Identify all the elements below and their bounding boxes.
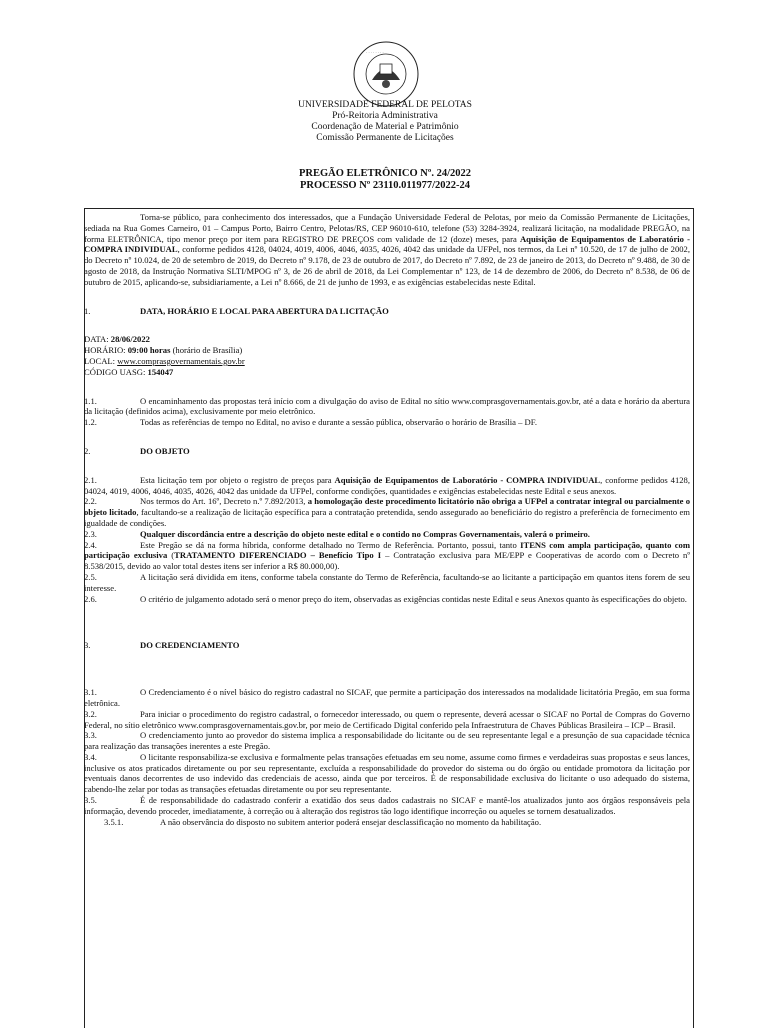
clause-2-2: 2.2. Nos termos do Art. 16º, Decreto n.º 7.892/2013, a homologação deste procedimento licitatório não obriga a UFPel a contratar integral ou parcialmente o objeto licitado, facultando-se a realização de licitação específica para a contratação pretendida, sendo assegurado ao beneficiário do registro a preferência de fornecimento em igualdade de condições. [84,496,690,528]
time-line: HORÁRIO: 09:00 horas (horário de Brasília) [84,345,243,356]
university-name: UNIVERSIDADE FEDERAL DE PELOTAS [298,100,472,110]
clause-1-2: 1.2. Todas as referências de tempo no Edital, no aviso e durante a sessão pública, observarão o horário de Brasília – DF. [84,417,537,428]
uasg-line: CÓDIGO UASG: 154047 [84,366,174,377]
location-line: LOCAL: www.comprasgovernamentais.gov.br [84,355,245,366]
clause-2-3: 2.3. Qualquer discordância entre a descrição do objeto neste edital e o contido no Compras Governamentais, valerá o primeiro. [84,528,590,539]
document-body [84,212,690,827]
document-titles [0,168,770,192]
section-1-heading: 1. DATA, HORÁRIO E LOCAL PARA ABERTURA DA LICITAÇÃO [84,305,389,316]
clause-3-1: 3.1. O Credenciamento é o nível básico do registro cadastral no SICAF, que permite a participação dos interessados na modalidade licitatória Pregão, em sua forma eletrônica. [84,687,690,708]
clause-3-5-1: 3.5.1. A não observância do disposto no subitem anterior poderá ensejar desclassificação no momento da habilitação. [104,816,542,827]
location-link[interactable]: www.comprasgovernamentais.gov.br [117,355,245,366]
clause-1-1: 1.1. O encaminhamento das propostas terá início com a divulgação do aviso de Edital no sítio www.comprasgovernamentais.gov.br, até a data e horário da abertura da licitação (definidos acima), exclusivamente por meio eletrônico. [84,395,690,417]
university-seal-icon [352,40,420,108]
clause-3-4: 3.4. O licitante responsabiliza-se exclusiva e formalmente pelas transações efetuadas em seu nome, assume como firmes e verdadeiras suas propostas e seus lances, inclusive os atos praticados diretamente ou por seu representante, excluída a responsabilidade do provedor do sistema ou do órgão ou entidade promotora da licitação por eventuais danos decorrentes de uso indevido das credenciais de acesso, ainda que por terceiros. É de responsabilidade exclusiva do licitante o uso adequado do sistema, cabendo-lhe zelar por todas as transações efetuadas diretamente ou por seu representante. [84,751,690,795]
processo-title: PROCESSO Nº 23110.011977/2022-24 [299,180,471,191]
svg-text:· · · · · · · ·: · · · · · · · · [366,50,384,55]
clause-2-4: 2.4. Este Pregão se dá na forma híbrida, conforme detalhado no Termo de Referência. Portanto, possui, tanto ITENS com ampla participação, quanto com participação exclusiva (TRATAMENTO DIFERENCIADO – Benefício Tipo I – Contratação exclusiva para ME/EPP e Cooperativas de acordo com o Decreto nº 8.538/2015, devido ao valor total destes itens ser inferior a R$ 80.000,00). [84,539,691,572]
clause-2-6: 2.6. O critério de julgamento adotado será o menor preço do item, observadas as exigências contidas neste Edital e seus Anexos quanto às especificações do objeto. [84,593,687,604]
date-line: DATA: 28/06/2022 [84,334,150,345]
section-3-heading: 3. DO CREDENCIAMENTO [84,640,240,651]
coordination-name: Coordenação de Material e Patrimônio [311,122,459,132]
committee-name: Comissão Permanente de Licitações [316,133,454,143]
section-2-heading: 2. DO OBJETO [84,445,190,456]
pregao-title: PREGÃO ELETRÔNICO Nº. 24/2022 [298,168,472,179]
clause-2-5: 2.5. A licitação será dividida em itens, conforme tabela constante do Termo de Referência, facultando-se ao licitante a participação em quantos itens forem de seu interesse. [84,571,690,593]
clause-3-5: 3.5. É de responsabilidade do cadastrado conferir a exatidão dos seus dados cadastrais no SICAF e mantê-los atualizados junto aos órgãos responsáveis pela informação, devendo proceder, imediatamente, à correção ou à alteração dos registros tão logo identifique incorreção ou aqueles se tornem desatualizados. [84,795,690,816]
document-header [0,100,770,144]
clause-2-1: 2.1. Esta licitação tem por objeto o registro de preços para Aquisição de Equipamentos de Laboratório - COMPRA INDIVIDUAL, conforme pedidos 4128, 04024, 4019, 4006, 4046, 4035, 4026, 4042 das unidade da UFPel, conforme condições, quantidades e exigências estabelecidas neste Edital e seus anexos. [84,474,690,496]
intro-paragraph: Torna-se público, para conhecimento dos interessados, que a Fundação Universidade Federal de Pelotas, por meio da Comissão Permanente de Licitações, sediada na Rua Gomes Carneiro, 01 – Campus Porto, Bairro Centro, Pelotas/RS, CEP 96010-610, telefone (53) 3284-3924, realizará licitação, na modalidade PREGÃO, na forma ELETRÔNICA, tipo menor preço por item para REGISTRO DE PREÇOS com validade de 12 (doze) meses, para Aquisição de Equipamentos de Laboratório - COMPRA INDIVIDUAL, conforme pedidos 4128, 04024, 4019, 4006, 4046, 4035, 4026, 4042 das unidade da UFPel, nos termos, da Lei nº 10.520, de 17 de julho de 2002, do Decreto nº 10.024, de 20 de setembro de 2019, do Decreto nº 9.178, de 23 de outubro de 2017, do Decreto nº 7.892, de 23 de janeiro de 2013, do Decreto nº 9.488, de 30 de agosto de 2018, da Instrução Normativa SLTI/MPOG nº 3, de 26 de abril de 2018, da Lei Complementar nº 123, de 14 de dezembro de 2006, do Decreto nº 8.538, de 06 de outubro de 2015, aplicando-se, subsidiariamente, a Lei nº 8.666, de 21 de junho de 1993, e as exigências estabelecidas neste Edital. [84,212,691,287]
office-name: Pró-Reitoria Administrativa [332,111,438,121]
clause-3-3: 3.3. O credenciamento junto ao provedor do sistema implica a responsabilidade do licitante ou de seu representante legal e a presunção de sua capacidade técnica para realização das transações inerentes a este Pregão. [84,730,690,752]
clause-3-2: 3.2. Para iniciar o procedimento do registro cadastral, o fornecedor interessado, ou quem o represente, deverá acessar o SICAF no Portal de Compras do Governo Federal, no sítio eletrônico www.comprasgovernamentais.gov.br, por meio de Certificado Digital conferido pela Infraestrutura de Chaves Públicas Brasileira – ICP – Brasil. [84,708,690,730]
